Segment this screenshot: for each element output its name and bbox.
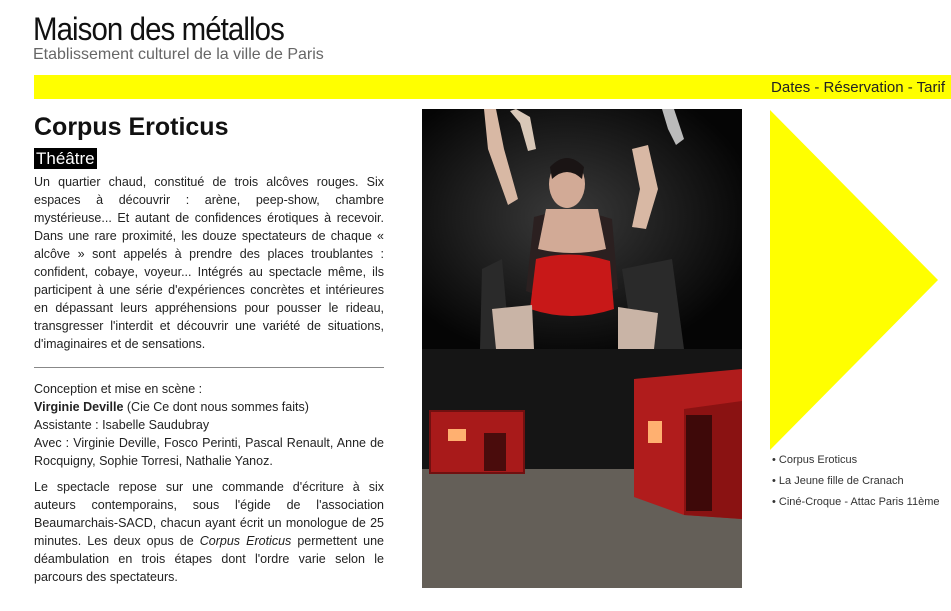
director-name: Virginie Deville bbox=[34, 400, 124, 414]
show-description: Un quartier chaud, constitué de trois alcôves rouges. Six espaces à découvrir : arène, peep-show, chambre mystérieuse... Et autant de confidences érotiques à recevoir. Dans une rare proximité, les douze spectateurs de chaque « alcôve » sont appelés à prendre des places troublantes : confident, cobaye, voyeur... Intégrés au spectacle même, ils participent à une série d'expériences concrètes et intérieures en dépassant leurs appréhensions pour pousser le rideau, transgresser l'interdit et découvrir une variété de situations, d'imaginaires et de sensations. bbox=[34, 175, 384, 351]
nav-separator: - bbox=[903, 79, 917, 96]
related-shows-list bbox=[772, 453, 950, 516]
alcoves-illustration bbox=[422, 349, 742, 588]
genre-badge: Théâtre bbox=[36, 149, 95, 168]
commission-paragraph bbox=[34, 478, 384, 586]
commission-text-2: permettent une déambulation en trois étapes dont l'ordre varie selon le parcours des spectateurs. bbox=[34, 534, 384, 584]
top-nav bbox=[771, 79, 945, 96]
sidebar-link-cine-croque[interactable]: • Ciné-Croque - Attac Paris 11ème bbox=[772, 496, 940, 508]
director-line bbox=[34, 398, 384, 416]
decorative-yellow-arrow bbox=[770, 110, 938, 450]
performer-illustration bbox=[422, 109, 742, 349]
stage-photo bbox=[422, 349, 742, 588]
performance-photo bbox=[422, 109, 742, 349]
divider bbox=[34, 367, 384, 368]
top-nav-bar bbox=[34, 75, 951, 99]
director-company: (Cie Ce dont nous sommes faits) bbox=[123, 400, 309, 414]
nav-separator: - bbox=[810, 79, 824, 96]
sidebar-link-jeune-fille-cranach[interactable]: • La Jeune fille de Cranach bbox=[772, 475, 904, 487]
commission-text-1: Le spectacle repose sur une commande d'écriture à six auteurs contemporains, sous l'égide de l'association Beaumarchais-SACD, chacun ayant écrit un monologue de 25 minutes. Les deux opus de bbox=[34, 480, 384, 548]
assistant-line: Assistante : Isabelle Saudubray bbox=[34, 418, 210, 432]
commission-italic-title: Corpus Eroticus bbox=[199, 534, 292, 548]
cast-line: Avec : Virginie Deville, Fosco Perinti, Pascal Renault, Anne de Rocquigny, Sophie Torresi, Nathalie Yanoz. bbox=[34, 436, 384, 468]
credits-block bbox=[34, 380, 384, 470]
site-header bbox=[33, 10, 324, 64]
nav-link-dates[interactable]: Dates bbox=[771, 79, 811, 96]
nav-link-reservation[interactable]: Réservation bbox=[823, 79, 904, 96]
site-subtitle: Etablissement culturel de la ville de Paris bbox=[33, 46, 324, 63]
site-logo-title[interactable]: Maison des métallos bbox=[33, 11, 284, 47]
page-title: Corpus Eroticus bbox=[34, 113, 229, 141]
conception-label: Conception et mise en scène : bbox=[34, 382, 203, 396]
main-content bbox=[34, 110, 384, 586]
nav-link-tarif[interactable]: Tarif bbox=[916, 79, 945, 96]
sidebar-link-corpus-eroticus[interactable]: • Corpus Eroticus bbox=[772, 454, 858, 466]
